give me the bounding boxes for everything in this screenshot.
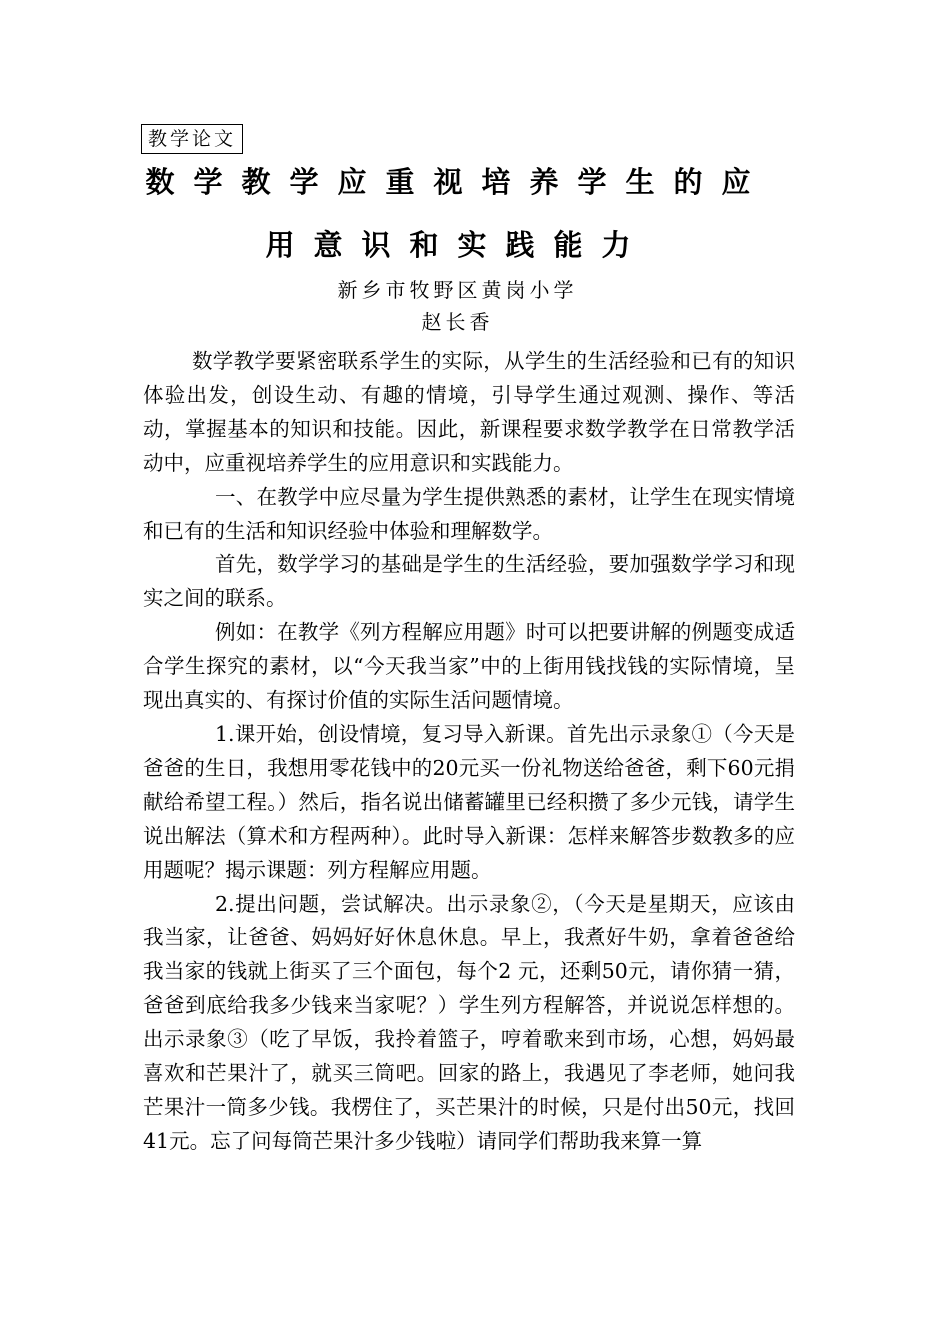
author: 赵长香 (421, 310, 494, 334)
paragraph: 一、在教学中应尽量为学生提供熟悉的素材，让学生在现实情境和已有的生活和知识经验中体验和理解数学。 (143, 484, 795, 543)
category-tag: 教学论文 (141, 124, 243, 154)
paragraph: 例如：在教学《列方程解应用题》时可以把要讲解的例题变成适合学生探究的素材，以“今天我当家”中的上街用钱找钱的实际情境，呈现出真实的、有探讨价值的实际生活问题情境。 (143, 620, 795, 713)
affiliation: 新乡市牧野区黄岗小学 (337, 278, 578, 302)
title-line-2: 用意识和实践能力 (265, 228, 650, 262)
paragraph: 2.提出问题，尝试解决。出示录象②，（今天是星期天，应该由我当家，让爸爸、妈妈好好休息休息。早上，我煮好牛奶，拿着爸爸给我当家的钱就上街买了三个面包，每个2 元，还剩50元，请你猜一猜，爸爸到底给我多少钱来当家呢？）学生列方程解答，并说说怎样想的。出示录象③（吃了早饭，我拎着篮子，哼着歌来到市场，心想，妈妈最喜欢和芒果汁了，就买三筒吧。回家的路上，我遇见了李老师，她问我芒果汁一筒多少钱。我楞住了，买芒果汁的时候，只是付出50元，找回41元。忘了问每筒芒果汁多少钱啦）请同学们帮助我来算一算 (143, 891, 795, 1153)
article-body (143, 345, 795, 1159)
paragraph: 首先，数学学习的基础是学生的生活经验，要加强数学学习和现实之间的联系。 (143, 552, 795, 611)
title-line-1: 数学教学应重视培养学生的应 (145, 165, 770, 199)
paragraph: 数学教学要紧密联系学生的实际，从学生的生活经验和已有的知识体验出发，创设生动、有趣的情境，引导学生通过观测、操作、等活动，掌握基本的知识和技能。因此，新课程要求数学教学在日常教学活动中，应重视培养学生的应用意识和实践能力。 (143, 349, 795, 475)
paragraph: 1.课开始，创设情境，复习导入新课。首先出示录象①（今天是爸爸的生日，我想用零花钱中的20元买一份礼物送给爸爸，剩下60元捐献给希望工程。）然后，指名说出储蓄罐里已经积攒了多少元钱，请学生说出解法（算术和方程两种）。此时导入新课：怎样来解答步数教多的应用题呢？揭示课题：列方程解应用题。 (143, 721, 795, 882)
